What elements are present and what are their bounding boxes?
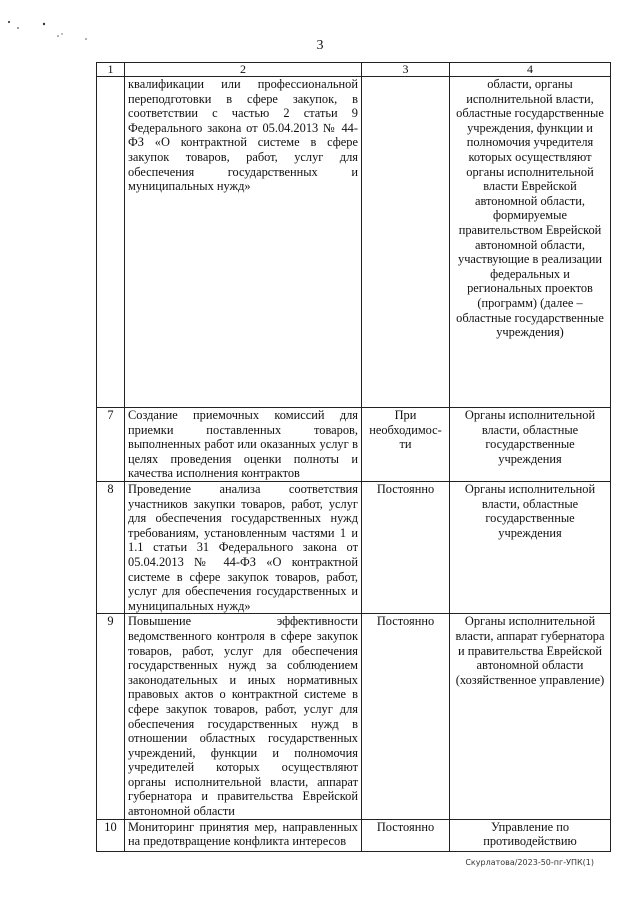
document-footer-code: Скурлатова/2023-50-пг-УПК(1): [465, 858, 594, 867]
column-header-1: 1: [97, 63, 125, 77]
table-row: [97, 77, 611, 408]
measure-description: Мониторинг принятия мер, направленных на предотвращение конфликта интересов: [125, 819, 362, 851]
table-row: [97, 482, 611, 614]
execution-period: [362, 77, 450, 408]
row-number: 8: [97, 482, 125, 614]
row-number: [97, 77, 125, 408]
measure-description: Создание приемочных комиссий для приемки поставленных товаров, выполненных работ или оказанных услуг в целях проведения оценки полноты и качества исполнения контрактов: [125, 408, 362, 482]
column-header-4: 4: [450, 63, 611, 77]
responsible-executors: области, органы исполнительной власти, областные государственные учреждения, функции и полномочия учредителя которых осуществляют органы исполнительной власти Еврейской автономной области, формируемые правительством Еврейской автономной области, участвующие в реализации федеральных и региональных проектов (программ) (далее – областные государственные учреждения): [450, 77, 611, 408]
table-row: [97, 614, 611, 819]
row-number: 9: [97, 614, 125, 819]
responsible-executors: Органы исполнительной власти, аппарат губернатора и правительства Еврейской автономной области (хозяйственное управление): [450, 614, 611, 819]
responsible-executors: Органы исполнительной власти, областные государственные учреждения: [450, 482, 611, 614]
measure-description: квалификации или профессиональной переподготовки в сфере закупок, в соответствии с частью 2 статьи 9 Федерального закона от 05.04.2013 № 44-ФЗ «О контрактной системе в сфере закупок товаров, работ, услуг для обеспечения государственных и муниципальных нужд»: [125, 77, 362, 408]
execution-period: При необходимос-ти: [362, 408, 450, 482]
responsible-executors: Управление по противодействию: [450, 819, 611, 851]
page-number: 3: [316, 38, 324, 53]
measure-description: Повышение эффективности ведомственного контроля в сфере закупок товаров, работ, услуг для обеспечения государственных нужд за соблюдением законодательных и иных нормативных правовых актов о контрактной системе в сфере закупок товаров, работ, услуг для обеспечения государственных нужд в отношении областных государственных учреждений, функции и полномочия учредителей которых осуществляют органы исполнительной власти, аппарат губернатора и правительства Еврейской автономной области: [125, 614, 362, 819]
measures-table: [96, 62, 611, 852]
execution-period: Постоянно: [362, 819, 450, 851]
table-row: [97, 408, 611, 482]
execution-period: Постоянно: [362, 482, 450, 614]
responsible-executors: Органы исполнительной власти, областные государственные учреждения: [450, 408, 611, 482]
table-row: [97, 819, 611, 851]
execution-period: Постоянно: [362, 614, 450, 819]
measure-description: Проведение анализа соответствия участников закупки товаров, работ, услуг для обеспечения государственных нужд требованиям, установленным частями 1 и 1.1 статьи 31 Федерального закона от 05.04.2013 № 44-ФЗ «О контрактной системе в сфере закупок товаров, работ, услуг для обеспечения государственных и муниципальных нужд»: [125, 482, 362, 614]
table-header-row: [97, 63, 611, 77]
row-number: 7: [97, 408, 125, 482]
column-header-3: 3: [362, 63, 450, 77]
column-header-2: 2: [125, 63, 362, 77]
row-number: 10: [97, 819, 125, 851]
